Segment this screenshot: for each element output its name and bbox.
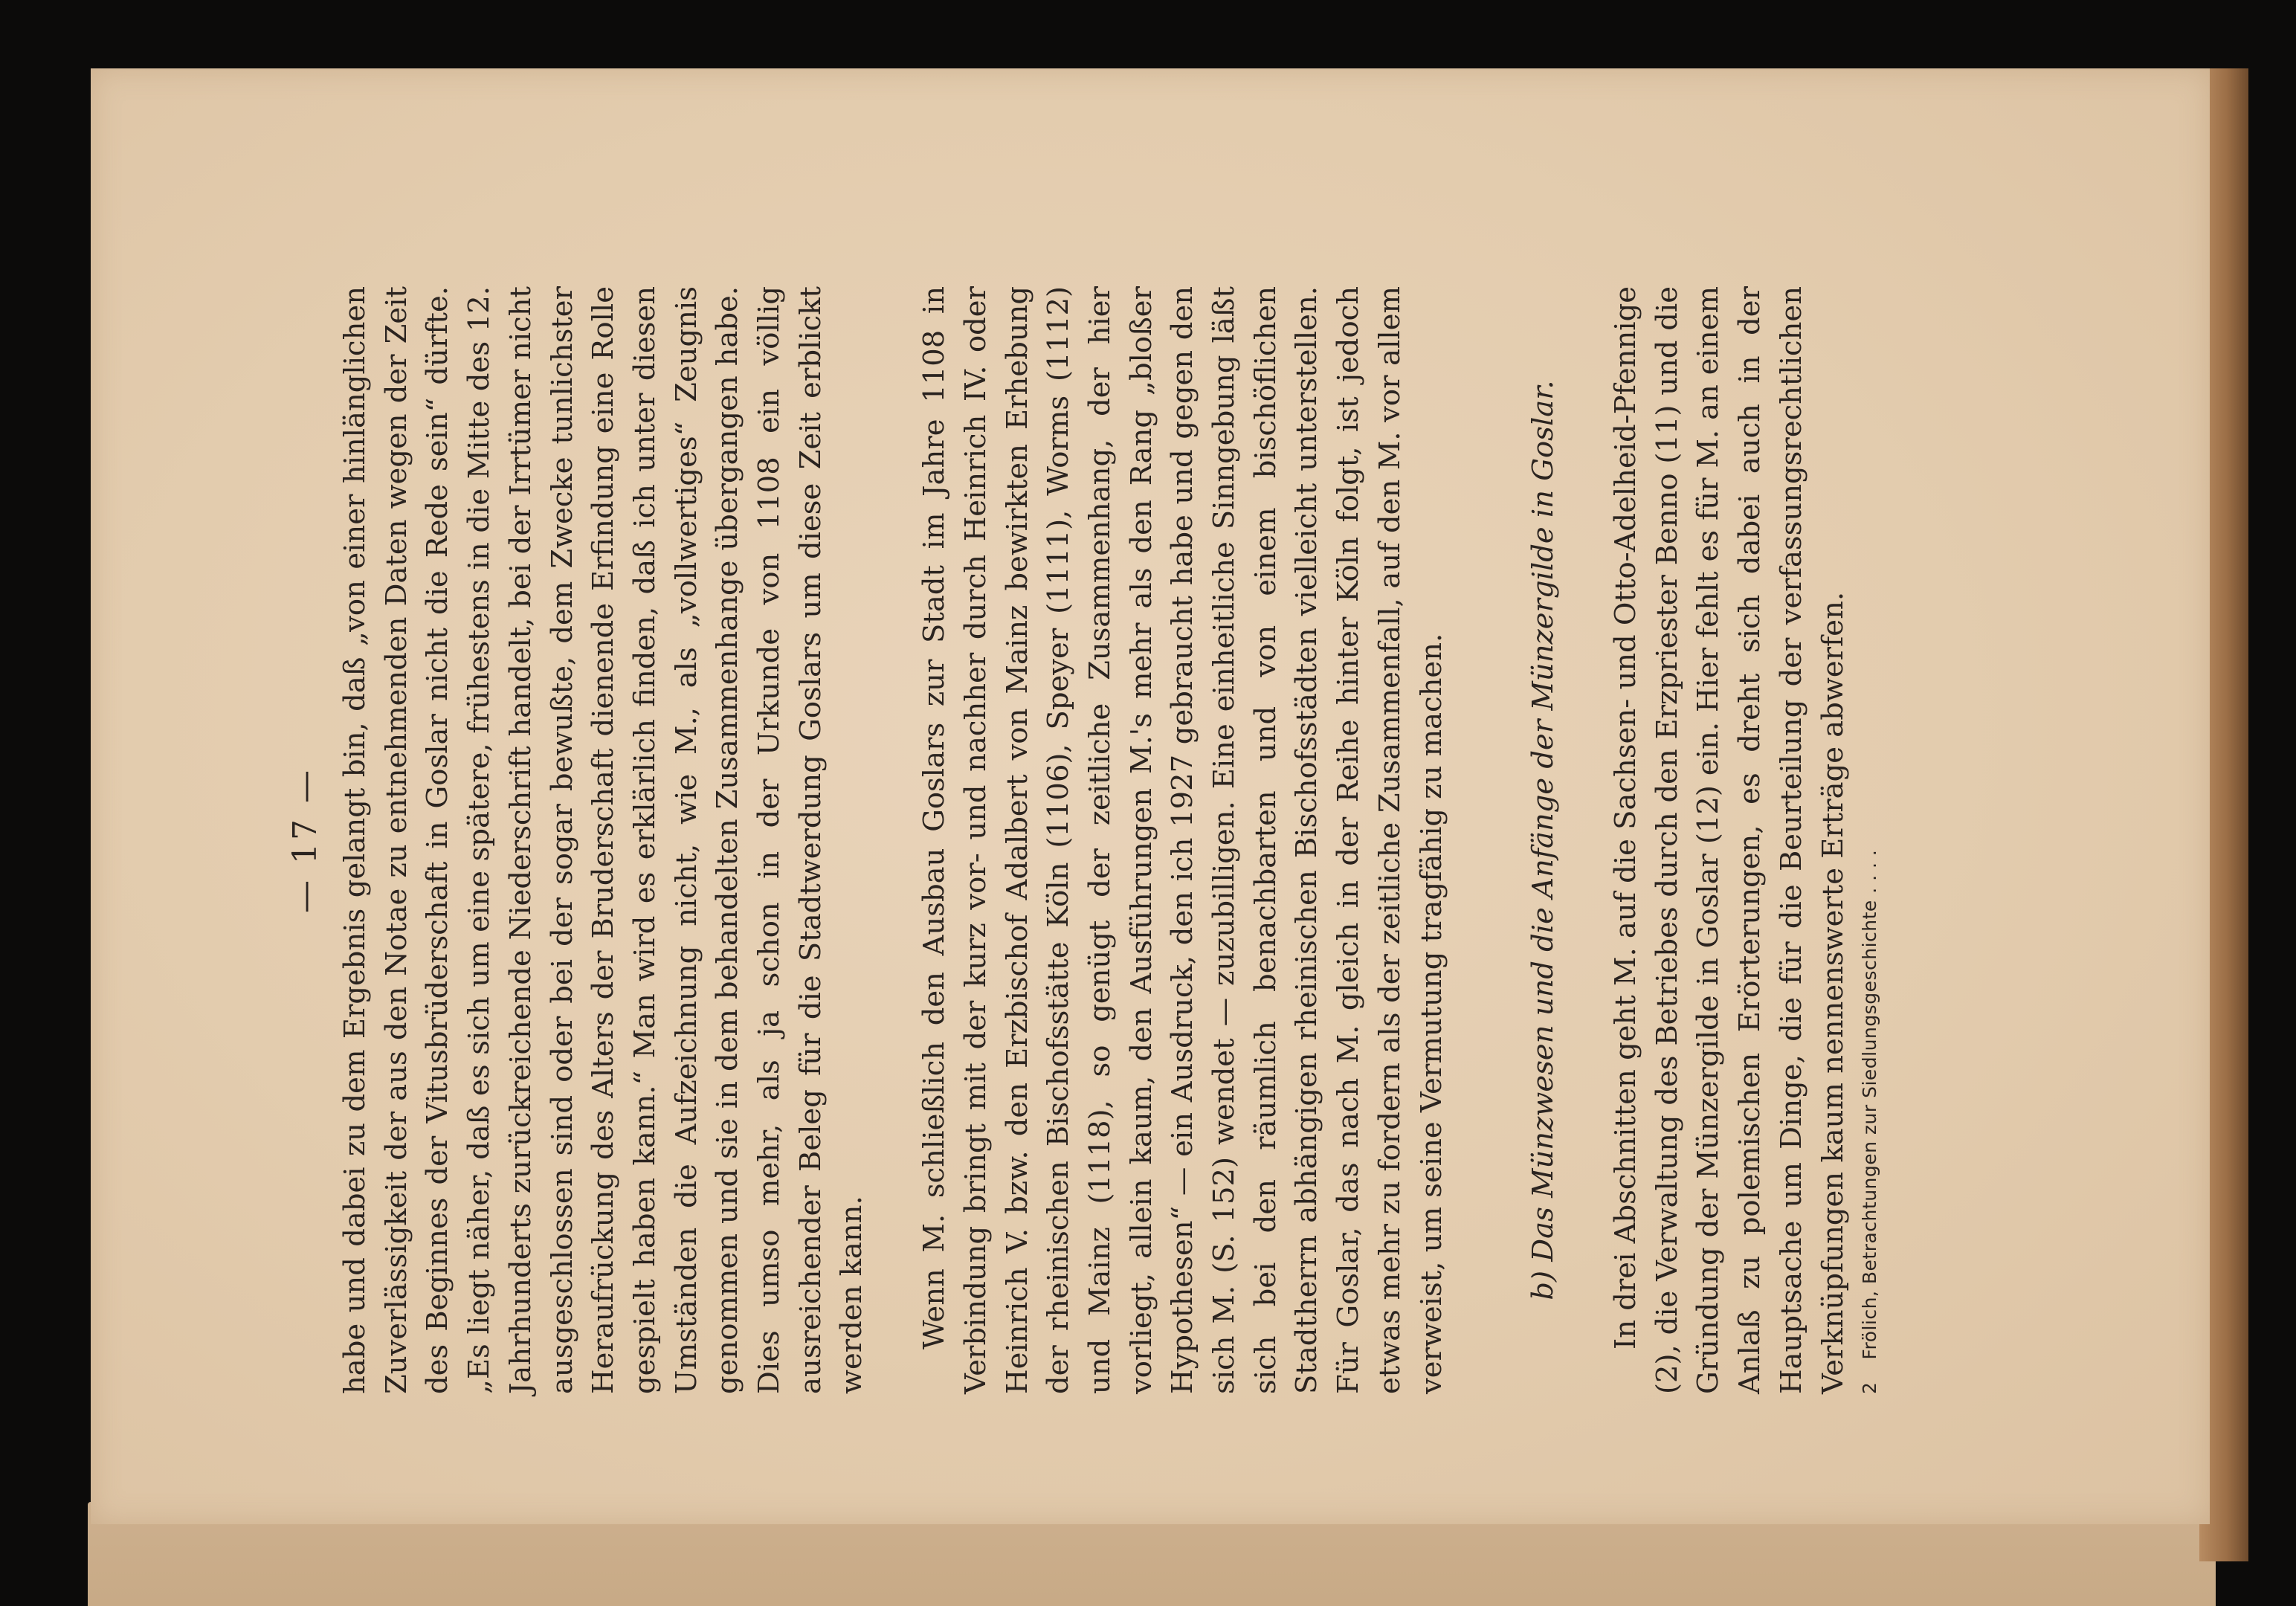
footnote-number: 2 — [1859, 1381, 1881, 1394]
rotated-text-block — [286, 286, 1978, 1394]
paragraph-3: In drei Abschnitten geht M. auf die Sachsen- und Otto-Adelheid-Pfennige (2), die Verwaltung des Betriebes durch den Erzpriester Benno (11) und die Gründung der Münzergilde in Goslar (12) ein. Hier fehlt es für M. an einem Anlaß zu polemischen Erörterungen, es dreht sich dabei auch in der Hauptsache um Dinge, die für die Beurteilung der verfassungsrechtlichen Verknüpfungen kaum nennenswerte Erträge abwerfen. — [1608, 286, 1850, 1394]
section-heading: b) Das Münzwesen und die Anfänge der Münzergilde in Goslar. — [1526, 380, 1561, 1300]
paragraph-1: habe und dabei zu dem Ergebnis gelangt bin, daß „von einer hinlänglichen Zuverlässigkeit der aus den Notae zu entnehmenden Daten wegen der Zeit des Beginnes der Vitusbrüderschaft in Goslar nicht die Rede sein“ dürfte. „Es liegt näher, daß es sich um eine spätere, frühestens in die Mitte des 12. Jahrhunderts zurückreichende Niederschrift handelt, bei der Irrtümer nicht ausgeschlossen sind oder bei der sogar bewußte, dem Zwecke tunlichster Heraufrückung des Alters der Bruderschaft dienende Erfindung eine Rolle gespielt haben kann.“ Man wird es erklärlich finden, daß ich unter diesen Umständen die Aufzeichnung nicht, wie M., als „vollwertiges“ Zeugnis genommen und sie in dem behandelten Zusammenhange übergangen habe. Dies umso mehr, als ja schon in der Urkunde von 1108 ein völlig ausreichender Beleg für die Stadtwerdung Goslars um diese Zeit erblickt werden kann. — [338, 286, 869, 1394]
footnote — [1855, 286, 1885, 1394]
paragraph-2: Wenn M. schließlich den Ausbau Goslars zur Stadt im Jahre 1108 in Verbindung bringt mit der kurz vor- und nachher durch Heinrich IV. oder Heinrich V. bzw. den Erzbischof Adalbert von Mainz bewirkten Erhebung der rheinischen Bischofsstätte Köln (1106), Speyer (1111), Worms (1112) und Mainz (1118), so genügt der zeitliche Zusammenhang, der hier vorliegt, allein kaum, den Ausführungen M.'s mehr als den Rang „bloßer Hypothesen“ — ein Ausdruck, den ich 1927 gebraucht habe und gegen den sich M. (S. 152) wendet — zuzubilligen. Eine einheitliche Sinngebung läßt sich bei den räumlich benachbarten und von einem bischöflichen Stadtherrn abhängigen rheinischen Bischofsstädten vielleicht unterstellen. Für Goslar, das nach M. gleich in der Reihe hinter Köln folgt, ist jedoch etwas mehr zu fordern als der zeitliche Zusammenfall, auf den M. vor allem verweist, um seine Vermutung tragfähig zu machen. — [918, 286, 1448, 1394]
page-number: — 17 — — [286, 767, 324, 913]
body-text — [335, 286, 1885, 1394]
footnote-text: Frölich, Betrachtungen zur Siedlungsgeschichte . . . . — [1859, 849, 1881, 1360]
